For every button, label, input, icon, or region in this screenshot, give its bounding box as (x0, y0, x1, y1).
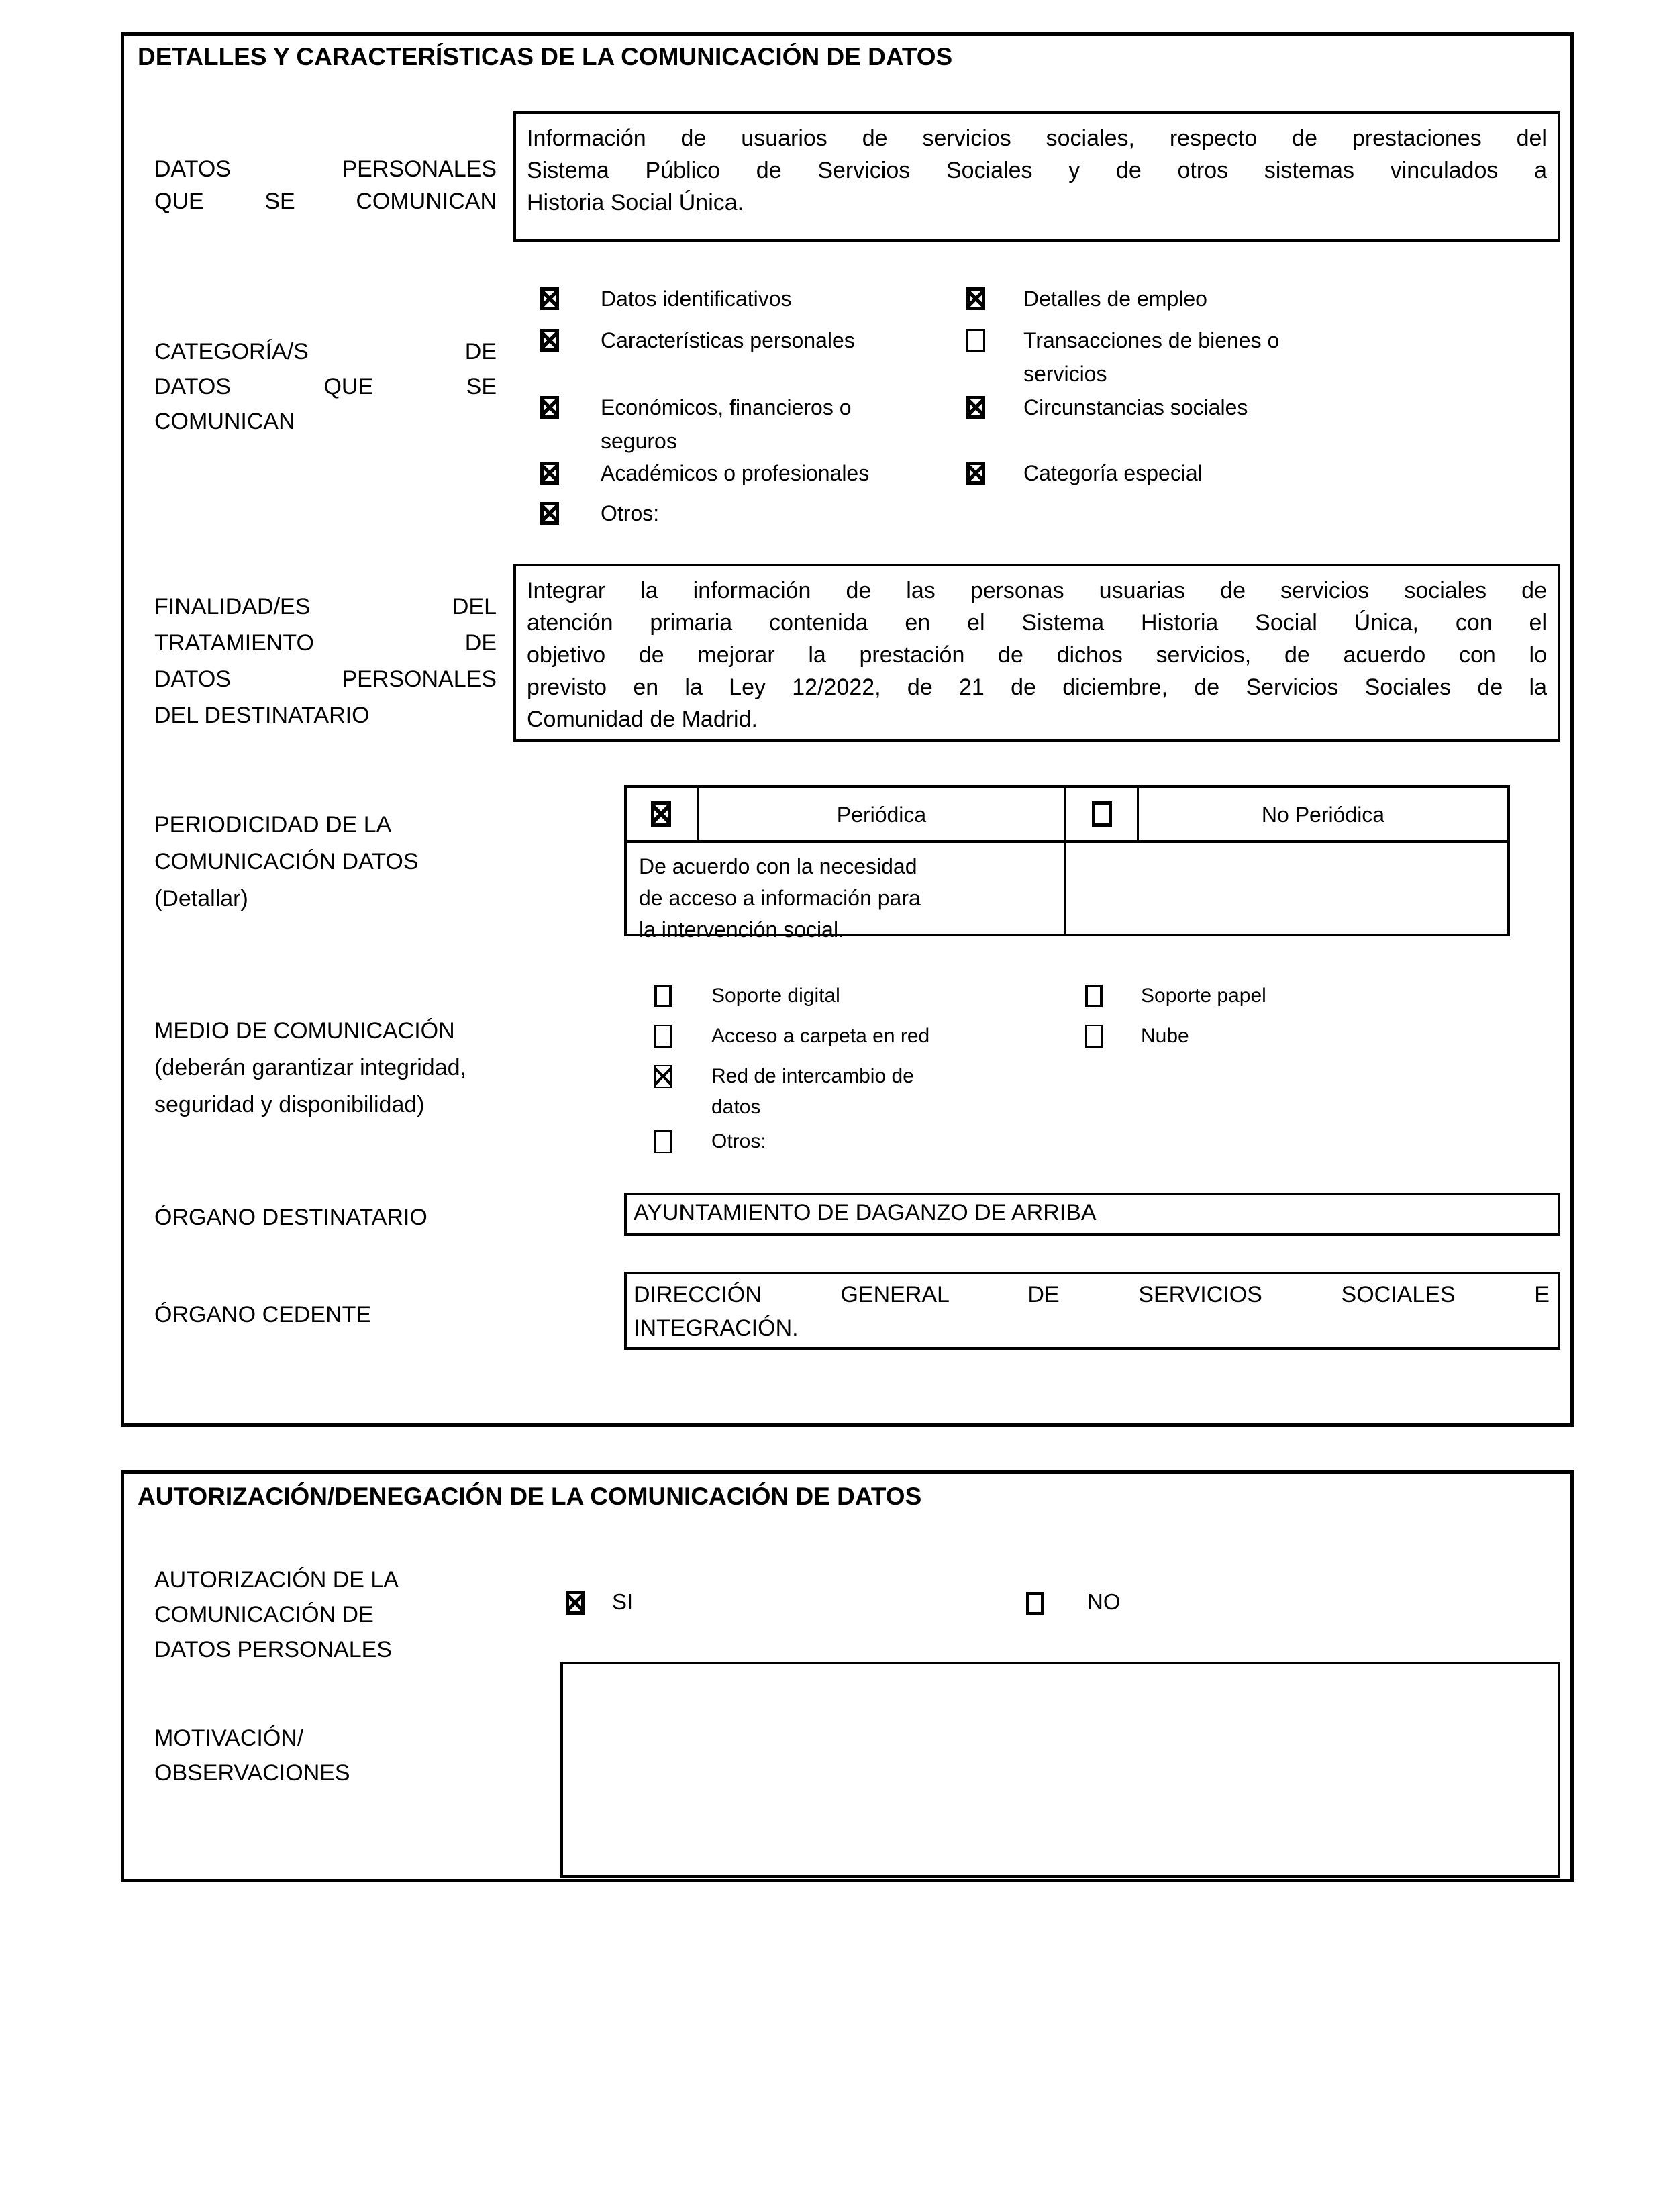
checkbox-otros-medio[interactable] (654, 1130, 672, 1153)
checkbox-otros-categoria[interactable] (540, 502, 559, 525)
checkbox-soporte-papel[interactable] (1085, 985, 1103, 1007)
checkbox-periodica[interactable] (651, 801, 671, 827)
autorizacion-label-line2: COMUNICACIÓN DE (154, 1602, 374, 1627)
section-detalles-title: DETALLES Y CARACTERÍSTICAS DE LA COMUNICACIÓN DE DATOS (138, 43, 953, 70)
finalidad-label-line3: DATOS PERSONALES (154, 666, 497, 692)
label-transacciones-bienes: Transacciones de bienes o servicios (1023, 328, 1280, 386)
finalidad-value-line4: previsto en la Ley 12/2022, de 21 de diciembre, de Servicios Sociales de la (527, 674, 1547, 700)
categorias-label-line2: DATOS QUE SE (154, 374, 497, 399)
medio-label-line3: seguridad y disponibilidad) (154, 1092, 425, 1117)
organo-destinatario-value: AYUNTAMIENTO DE DAGANZO DE ARRIBA (634, 1200, 1097, 1225)
checkbox-datos-identificativos[interactable] (540, 287, 559, 310)
categorias-label-line1: CATEGORÍA/S DE (154, 339, 497, 364)
periodicidad-detail-line2: de acceso a información para (639, 886, 921, 910)
label-no-periodica: No Periódica (1261, 803, 1385, 827)
checkbox-transacciones-bienes[interactable] (966, 329, 985, 352)
checkbox-academicos-profesionales[interactable] (540, 462, 559, 485)
datos-personales-value-line2: Sistema Público de Servicios Sociales y de otros sistemas vinculados a (527, 158, 1547, 183)
organo-cedente-label: ÓRGANO CEDENTE (154, 1302, 372, 1327)
periodicidad-table (624, 785, 1510, 942)
label-economicos-financieros: Económicos, financieros o seguros (601, 395, 852, 453)
checkbox-nube[interactable] (1085, 1025, 1103, 1048)
checkbox-circunstancias-sociales[interactable] (966, 396, 985, 419)
periodicidad-table-header-divider (627, 840, 1507, 843)
finalidad-label-line4: DEL DESTINATARIO (154, 703, 370, 728)
motivacion-label-line1: MOTIVACIÓN/ (154, 1725, 304, 1751)
label-autorizacion-si: SI (612, 1589, 634, 1614)
checkbox-autorizacion-no[interactable] (1026, 1592, 1044, 1615)
medio-label-line1: MEDIO DE COMUNICACIÓN (154, 1018, 455, 1044)
datos-personales-label-line2: QUE SE COMUNICAN (154, 189, 497, 214)
finalidad-label-line2: TRATAMIENTO DE (154, 630, 497, 656)
autorizacion-label-line1: AUTORIZACIÓN DE LA (154, 1567, 399, 1593)
finalidad-value-line5: Comunidad de Madrid. (527, 707, 758, 732)
label-categoria-especial: Categoría especial (1023, 461, 1203, 485)
motivacion-value-box[interactable] (560, 1662, 1560, 1878)
label-academicos-profesionales: Académicos o profesionales (601, 461, 870, 485)
finalidad-value-line2: atención primaria contenida en el Sistema Historia Social Única, con el (527, 610, 1547, 636)
finalidad-label-line1: FINALIDAD/ES DEL (154, 594, 497, 619)
periodicidad-label-line1: PERIODICIDAD DE LA (154, 812, 392, 838)
checkbox-economicos-financieros[interactable] (540, 396, 559, 419)
motivacion-label-line2: OBSERVACIONES (154, 1760, 350, 1786)
label-red-intercambio-datos: Red de intercambio de datos (711, 1065, 914, 1118)
label-nube: Nube (1141, 1025, 1189, 1047)
datos-personales-label-line1: DATOS PERSONALES (154, 156, 497, 182)
categorias-label-line3: COMUNICAN (154, 409, 295, 434)
checkbox-caracteristicas-personales[interactable] (540, 329, 559, 352)
label-soporte-papel: Soporte papel (1141, 985, 1266, 1007)
checkbox-detalles-empleo[interactable] (966, 287, 985, 310)
periodicidad-label-line3: (Detallar) (154, 886, 248, 911)
checkbox-autorizacion-si[interactable] (566, 1591, 585, 1615)
checkbox-acceso-carpeta-red[interactable] (654, 1025, 672, 1048)
label-soporte-digital: Soporte digital (711, 985, 840, 1007)
finalidad-value-line3: objetivo de mejorar la prestación de dichos servicios, de acuerdo con lo (527, 642, 1547, 668)
finalidad-value-line1: Integrar la información de las personas usuarias de servicios sociales de (527, 578, 1547, 603)
organo-cedente-value-line1: DIRECCIÓN GENERAL DE SERVICIOS SOCIALES E (634, 1282, 1550, 1307)
autorizacion-label-line3: DATOS PERSONALES (154, 1637, 392, 1662)
label-datos-identificativos: Datos identificativos (601, 287, 792, 311)
medio-label-line2: (deberán garantizar integridad, (154, 1055, 466, 1080)
organo-cedente-value-line2: INTEGRACIÓN. (634, 1315, 799, 1341)
label-circunstancias-sociales: Circunstancias sociales (1023, 395, 1248, 419)
checkbox-red-intercambio-datos[interactable] (654, 1065, 672, 1088)
checkbox-categoria-especial[interactable] (966, 462, 985, 485)
periodicidad-detail-line3: la intervención social. (639, 917, 844, 942)
datos-personales-value-line3: Historia Social Única. (527, 190, 744, 215)
periodicidad-table-vline2 (1064, 788, 1066, 934)
label-caracteristicas-personales: Características personales (601, 328, 855, 352)
section-autorizacion-title: AUTORIZACIÓN/DENEGACIÓN DE LA COMUNICACIÓN DE DATOS (138, 1482, 922, 1510)
label-acceso-carpeta-red: Acceso a carpeta en red (711, 1025, 930, 1047)
label-autorizacion-no: NO (1087, 1589, 1121, 1614)
datos-personales-value-line1: Información de usuarios de servicios sociales, respecto de prestaciones del (527, 125, 1547, 151)
periodicidad-detail-line1: De acuerdo con la necesidad (639, 854, 917, 878)
label-otros-medio: Otros: (711, 1130, 766, 1152)
label-periodica: Periódica (836, 803, 927, 827)
checkbox-soporte-digital[interactable] (654, 985, 672, 1007)
label-detalles-empleo: Detalles de empleo (1023, 287, 1207, 311)
organo-destinatario-label: ÓRGANO DESTINATARIO (154, 1205, 427, 1230)
label-otros-categoria: Otros: (601, 501, 660, 525)
checkbox-no-periodica[interactable] (1092, 801, 1112, 827)
periodicidad-label-line2: COMUNICACIÓN DATOS (154, 849, 419, 874)
